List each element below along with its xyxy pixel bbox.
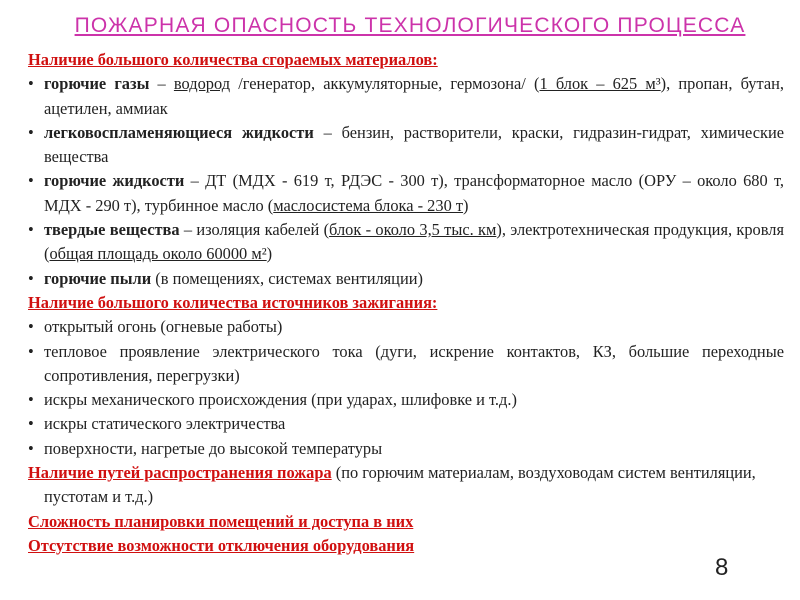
item-text: (в помещениях, системах вентиляции)	[151, 268, 423, 288]
item-term: горючие газы	[44, 74, 150, 94]
section-heading-shutdown-impossible: Отсутствие возможности отключения оборудования	[28, 535, 415, 555]
item-text: )	[266, 244, 273, 264]
list-item-static-sparks: • искры статического электричества	[28, 412, 784, 436]
item-underlined: общая площадь около 60000 м²	[49, 244, 267, 264]
fire-spread-paragraph	[28, 461, 784, 510]
item-text: /генератор, аккумуляторные, гермозона/ (	[230, 74, 540, 94]
item-term: горючие жидкости	[44, 171, 185, 191]
item-text: – ДТ (МДХ - 619 т, РДЭС - 300 т), трансформаторное масло (ОРУ – около 680 т, МДХ - 290 т), турбинное масло (	[44, 171, 784, 215]
list-item-solid-materials	[28, 218, 784, 267]
list-item-mechanical-sparks: • искры механического происхождения (при ударах, шлифовке и т.д.)	[28, 388, 784, 412]
item-underlined: водород	[173, 74, 231, 94]
section-heading-combustible-materials: Наличие большого количества сгораемых материалов:	[28, 50, 438, 69]
list-item-combustible-dust	[28, 267, 784, 291]
item-text: –	[149, 74, 174, 94]
item-text: ), пропан, бутан, ацетилен, аммиак	[44, 74, 784, 118]
item-term: легковоспламеняющиеся жидкости	[44, 122, 314, 142]
section-heading-layout-complexity: Сложность планировки помещений и доступа в них	[28, 511, 414, 531]
item-text: ), электротехническая продукция, кровля (	[44, 220, 784, 264]
section-heading-fire-spread: Наличие путей распространения пожара	[28, 463, 332, 483]
item-term: горючие пыли	[44, 268, 152, 288]
list-item-flammable-liquids	[28, 121, 784, 170]
slide-title: ПОЖАРНАЯ ОПАСНОСТЬ ТЕХНОЛОГИЧЕСКОГО ПРОЦЕССА	[74, 14, 746, 37]
list-item-combustible-liquids	[28, 169, 784, 218]
item-underlined: блок - около 3,5 тыс. км	[329, 220, 497, 240]
item-underlined: маслосистема блока - 230 т	[273, 195, 464, 215]
list-item-combustible-gases	[28, 72, 784, 121]
item-text: )	[463, 195, 469, 215]
section-text: (по горючим материалам, воздуховодам систем вентиляции, пустотам и т.д.)	[44, 463, 756, 507]
item-term: твердые вещества	[44, 220, 180, 240]
list-item-hot-surfaces: • поверхности, нагретые до высокой температуры	[28, 437, 784, 461]
section-heading-ignition-sources: Наличие большого количества источников зажигания:	[28, 292, 438, 312]
list-item-open-fire: • открытый огонь (огневые работы)	[28, 315, 784, 339]
list-item-electric-heat: • тепловое проявление электрического тока (дуги, искрение контактов, КЗ, большие переходные сопротивления, перегрузки)	[28, 340, 784, 389]
item-text: – изоляция кабелей (	[179, 220, 330, 240]
slide-body	[28, 48, 784, 558]
item-text: – бензин, растворители, краски, гидразин-гидрат, химические вещества	[44, 122, 784, 167]
page-number: 8	[715, 554, 729, 581]
item-underlined: 1 блок – 625 м³	[539, 74, 661, 94]
